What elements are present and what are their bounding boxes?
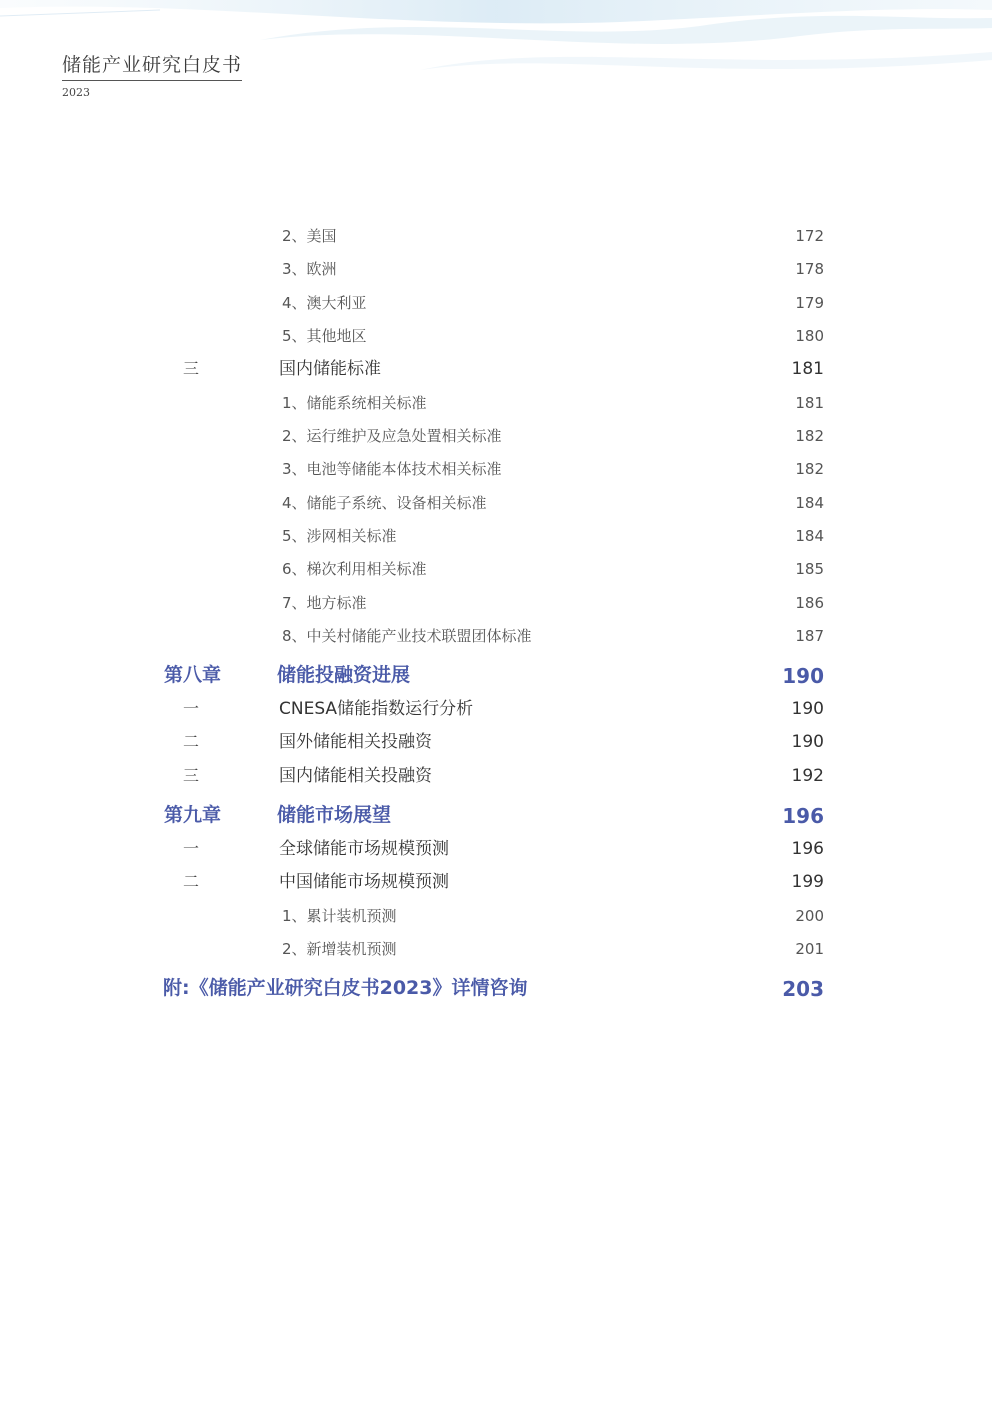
toc-section-number: 一 <box>183 839 200 858</box>
toc-section-page: 190 <box>791 732 824 752</box>
toc-section[interactable] <box>0 734 992 764</box>
toc-entry-title: 2、运行维护及应急处置相关标准 <box>282 427 502 445</box>
toc-section-title: 全球储能市场规模预测 <box>279 839 449 859</box>
toc-entry[interactable] <box>0 329 992 359</box>
toc-appendix-title: 附:《储能产业研究白皮书2023》详情咨询 <box>163 977 528 999</box>
toc-entry-title: 8、中关村储能产业技术联盟团体标准 <box>282 627 532 645</box>
toc-entry-title: 3、电池等储能本体技术相关标准 <box>282 460 502 478</box>
toc-chapter-title: 储能投融资进展 <box>277 664 411 686</box>
toc-section-number: 三 <box>183 766 200 785</box>
toc-entry-page: 182 <box>795 427 824 445</box>
toc-entry-title: 2、新增装机预测 <box>282 940 397 958</box>
toc-entry-page: 172 <box>795 227 824 245</box>
toc-section-title: 国内储能相关投融资 <box>279 766 432 786</box>
toc-section-number: 二 <box>183 872 200 891</box>
toc-entry-page: 200 <box>795 907 824 925</box>
toc-entry-page: 178 <box>795 260 824 278</box>
toc-entry[interactable] <box>0 562 992 592</box>
document-title: 储能产业研究白皮书 <box>62 50 242 81</box>
toc-chapter-title: 储能市场展望 <box>277 804 392 826</box>
toc-entry-page: 184 <box>795 494 824 512</box>
toc-entry[interactable] <box>0 596 992 626</box>
toc-section-number: 三 <box>183 359 200 378</box>
toc-section-title: CNESA储能指数运行分析 <box>279 699 474 719</box>
toc-entry[interactable] <box>0 496 992 526</box>
document-year: 2023 <box>62 86 90 99</box>
toc-entry[interactable] <box>0 396 992 426</box>
toc-entry-page: 185 <box>795 560 824 578</box>
toc-section-number: 一 <box>183 699 200 718</box>
toc-entry[interactable] <box>0 429 992 459</box>
toc-chapter-page: 196 <box>782 804 824 828</box>
toc-entry[interactable] <box>0 529 992 559</box>
toc-entry-page: 184 <box>795 527 824 545</box>
toc-section-number: 二 <box>183 732 200 751</box>
toc-entry-page: 201 <box>795 940 824 958</box>
toc-section-title: 国外储能相关投融资 <box>279 732 432 752</box>
toc-appendix-page: 203 <box>782 977 824 1001</box>
toc-entry-title: 1、累计装机预测 <box>282 907 397 925</box>
toc-entry-title: 4、储能子系统、设备相关标准 <box>282 494 487 512</box>
toc-entry[interactable] <box>0 229 992 259</box>
toc-section-page: 190 <box>791 699 824 719</box>
toc-entry[interactable] <box>0 462 992 492</box>
toc-entry-title: 5、其他地区 <box>282 327 367 345</box>
toc-section[interactable] <box>0 874 992 904</box>
toc-entry-title: 2、美国 <box>282 227 337 245</box>
running-header <box>62 50 242 99</box>
toc-section-title: 国内储能标准 <box>279 359 381 379</box>
toc-section[interactable] <box>0 361 992 391</box>
toc-entry-title: 5、涉网相关标准 <box>282 527 397 545</box>
toc-section-title: 中国储能市场规模预测 <box>279 872 449 892</box>
toc-entry[interactable] <box>0 942 992 972</box>
toc-entry-page: 181 <box>795 394 824 412</box>
toc-section[interactable] <box>0 768 992 798</box>
toc-section[interactable] <box>0 841 992 871</box>
toc-entry-title: 1、储能系统相关标准 <box>282 394 427 412</box>
toc-chapter-number: 第九章 <box>164 804 222 826</box>
toc-entry-title: 3、欧洲 <box>282 260 337 278</box>
toc-section-page: 199 <box>791 872 824 892</box>
toc-chapter-page: 190 <box>782 664 824 688</box>
toc-entry-page: 187 <box>795 627 824 645</box>
toc-chapter[interactable] <box>0 806 992 836</box>
toc-entry-title: 6、梯次利用相关标准 <box>282 560 427 578</box>
toc-section-page: 181 <box>791 359 824 379</box>
toc-entry-title: 4、澳大利亚 <box>282 294 367 312</box>
toc-entry-page: 182 <box>795 460 824 478</box>
toc-entry[interactable] <box>0 909 992 939</box>
toc-entry[interactable] <box>0 296 992 326</box>
toc-section-page: 192 <box>791 766 824 786</box>
toc-entry-page: 186 <box>795 594 824 612</box>
toc-entry-page: 179 <box>795 294 824 312</box>
toc-chapter[interactable] <box>0 666 992 696</box>
toc-entry-page: 180 <box>795 327 824 345</box>
toc-entry[interactable] <box>0 262 992 292</box>
toc-section-page: 196 <box>791 839 824 859</box>
toc-chapter-number: 第八章 <box>164 664 222 686</box>
toc-entry-title: 7、地方标准 <box>282 594 367 612</box>
toc-entry[interactable] <box>0 629 992 659</box>
toc-section[interactable] <box>0 701 992 731</box>
toc-appendix[interactable] <box>0 979 992 1009</box>
